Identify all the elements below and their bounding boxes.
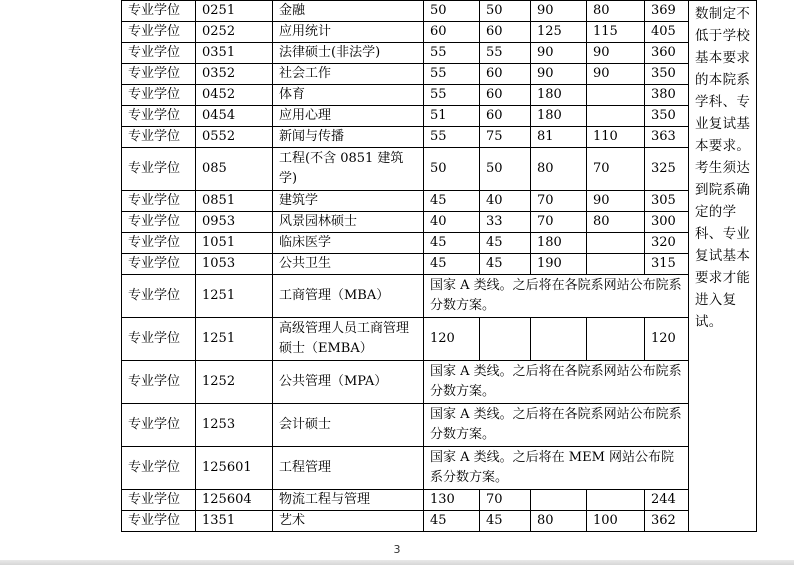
score-subject1-cell: 190 — [531, 254, 587, 275]
table-row — [122, 148, 757, 191]
score-politics-cell: 55 — [424, 64, 480, 85]
major-code-cell: 1251 — [196, 318, 273, 361]
degree-type-cell: 专业学位 — [122, 404, 196, 447]
table-row — [122, 191, 757, 212]
major-code-cell: 0552 — [196, 127, 273, 148]
score-subject2-cell — [587, 490, 645, 511]
major-code-cell: 0953 — [196, 212, 273, 233]
major-name-cell: 体育 — [273, 85, 424, 106]
degree-type-cell: 专业学位 — [122, 148, 196, 191]
score-foreign-language-cell: 70 — [480, 490, 531, 511]
score-foreign-language-cell: 50 — [480, 148, 531, 191]
score-politics-cell: 55 — [424, 85, 480, 106]
degree-type-cell: 专业学位 — [122, 85, 196, 106]
score-politics-cell: 51 — [424, 106, 480, 127]
score-foreign-language-cell: 55 — [480, 43, 531, 64]
page-edge — [0, 560, 794, 565]
score-subject1-cell: 80 — [531, 148, 587, 191]
score-foreign-language-cell: 50 — [480, 1, 531, 22]
score-foreign-language-cell: 60 — [480, 106, 531, 127]
score-total-cell: 405 — [645, 22, 689, 43]
score-subject1-cell: 81 — [531, 127, 587, 148]
score-foreign-language-cell: 45 — [480, 254, 531, 275]
score-subject2-cell — [587, 318, 645, 361]
score-subject1-cell — [531, 318, 587, 361]
score-politics-cell: 45 — [424, 191, 480, 212]
major-name-cell: 工商管理（MBA） — [273, 275, 424, 318]
score-subject1-cell: 180 — [531, 233, 587, 254]
score-total-cell: 120 — [645, 318, 689, 361]
table-row — [122, 275, 757, 318]
degree-type-cell: 专业学位 — [122, 127, 196, 148]
score-subject2-cell: 115 — [587, 22, 645, 43]
score-total-cell: 325 — [645, 148, 689, 191]
score-subject2-cell — [587, 233, 645, 254]
score-subject2-cell: 90 — [587, 43, 645, 64]
major-name-cell: 风景园林硕士 — [273, 212, 424, 233]
table-row — [122, 64, 757, 85]
score-table — [121, 0, 757, 532]
table-row — [122, 43, 757, 64]
score-total-cell: 362 — [645, 511, 689, 532]
score-subject2-cell: 70 — [587, 148, 645, 191]
degree-type-cell: 专业学位 — [122, 254, 196, 275]
table-row — [122, 404, 757, 447]
major-code-cell: 1252 — [196, 361, 273, 404]
score-politics-cell: 60 — [424, 22, 480, 43]
score-subject2-cell — [587, 254, 645, 275]
score-total-cell: 369 — [645, 1, 689, 22]
score-politics-cell: 45 — [424, 254, 480, 275]
major-code-cell: 125604 — [196, 490, 273, 511]
score-foreign-language-cell: 75 — [480, 127, 531, 148]
score-foreign-language-cell: 45 — [480, 511, 531, 532]
table-row — [122, 22, 757, 43]
degree-type-cell: 专业学位 — [122, 275, 196, 318]
major-name-cell: 临床医学 — [273, 233, 424, 254]
score-foreign-language-cell: 60 — [480, 85, 531, 106]
major-code-cell: 1051 — [196, 233, 273, 254]
major-name-cell: 艺术 — [273, 511, 424, 532]
degree-type-cell: 专业学位 — [122, 43, 196, 64]
score-politics-cell: 50 — [424, 148, 480, 191]
merged-note-cell: 国家 A 类线。之后将在各院系网站公布院系分数方案。 — [424, 361, 689, 404]
major-name-cell: 金融 — [273, 1, 424, 22]
major-code-cell: 1053 — [196, 254, 273, 275]
major-code-cell: 1351 — [196, 511, 273, 532]
major-name-cell: 应用心理 — [273, 106, 424, 127]
score-subject1-cell: 180 — [531, 106, 587, 127]
major-code-cell: 085 — [196, 148, 273, 191]
score-foreign-language-cell: 45 — [480, 233, 531, 254]
major-name-cell: 社会工作 — [273, 64, 424, 85]
major-code-cell: 0352 — [196, 64, 273, 85]
table-row — [122, 447, 757, 490]
score-politics-cell: 40 — [424, 212, 480, 233]
score-total-cell: 315 — [645, 254, 689, 275]
score-subject2-cell: 80 — [587, 1, 645, 22]
score-subject1-cell: 70 — [531, 191, 587, 212]
degree-type-cell: 专业学位 — [122, 1, 196, 22]
score-subject1-cell: 70 — [531, 212, 587, 233]
table-row — [122, 511, 757, 532]
major-code-cell: 0351 — [196, 43, 273, 64]
major-name-cell: 物流工程与管理 — [273, 490, 424, 511]
major-name-cell: 公共管理（MPA） — [273, 361, 424, 404]
major-name-cell: 公共卫生 — [273, 254, 424, 275]
major-code-cell: 0454 — [196, 106, 273, 127]
table-row — [122, 1, 757, 22]
score-subject1-cell — [531, 490, 587, 511]
score-foreign-language-cell: 60 — [480, 22, 531, 43]
degree-type-cell: 专业学位 — [122, 106, 196, 127]
score-subject2-cell: 90 — [587, 191, 645, 212]
degree-type-cell: 专业学位 — [122, 22, 196, 43]
score-politics-cell: 55 — [424, 127, 480, 148]
score-total-cell: 363 — [645, 127, 689, 148]
score-subject1-cell: 180 — [531, 85, 587, 106]
table-row — [122, 490, 757, 511]
table-row — [122, 212, 757, 233]
score-subject1-cell: 90 — [531, 64, 587, 85]
score-subject2-cell: 110 — [587, 127, 645, 148]
major-name-cell: 新闻与传播 — [273, 127, 424, 148]
table-row — [122, 106, 757, 127]
score-total-cell: 360 — [645, 43, 689, 64]
table-row — [122, 318, 757, 361]
score-total-cell: 350 — [645, 106, 689, 127]
degree-type-cell: 专业学位 — [122, 361, 196, 404]
table-row — [122, 361, 757, 404]
score-subject1-cell: 80 — [531, 511, 587, 532]
major-name-cell: 高级管理人员工商管理硕士（EMBA） — [273, 318, 424, 361]
major-name-cell: 法律硕士(非法学) — [273, 43, 424, 64]
table-row — [122, 254, 757, 275]
remarks-cell: 数制定不低于学校基本要求的本院系学科、专业复试基本要求。考生须达到院系确定的学科、专业复试基本要求才能进入复试。 — [689, 1, 757, 532]
score-politics-cell: 45 — [424, 233, 480, 254]
major-name-cell: 应用统计 — [273, 22, 424, 43]
major-name-cell: 工程管理 — [273, 447, 424, 490]
score-total-cell: 380 — [645, 85, 689, 106]
table-row — [122, 85, 757, 106]
score-total-cell: 320 — [645, 233, 689, 254]
score-total-cell: 305 — [645, 191, 689, 212]
degree-type-cell: 专业学位 — [122, 233, 196, 254]
table-row — [122, 127, 757, 148]
merged-note-cell: 国家 A 类线。之后将在 MEM 网站公布院系分数方案。 — [424, 447, 689, 490]
score-foreign-language-cell: 33 — [480, 212, 531, 233]
score-foreign-language-cell: 60 — [480, 64, 531, 85]
degree-type-cell: 专业学位 — [122, 191, 196, 212]
major-code-cell: 0252 — [196, 22, 273, 43]
score-foreign-language-cell: 40 — [480, 191, 531, 212]
score-politics-cell: 50 — [424, 1, 480, 22]
merged-note-cell: 国家 A 类线。之后将在各院系网站公布院系分数方案。 — [424, 275, 689, 318]
score-total-cell: 350 — [645, 64, 689, 85]
score-total-cell: 244 — [645, 490, 689, 511]
score-subject1-cell: 90 — [531, 1, 587, 22]
score-subject2-cell: 100 — [587, 511, 645, 532]
score-foreign-language-cell — [480, 318, 531, 361]
score-subject2-cell: 80 — [587, 212, 645, 233]
score-politics-cell: 45 — [424, 511, 480, 532]
score-politics-cell: 55 — [424, 43, 480, 64]
major-name-cell: 会计硕士 — [273, 404, 424, 447]
major-code-cell: 125601 — [196, 447, 273, 490]
major-name-cell: 工程(不含 0851 建筑学) — [273, 148, 424, 191]
major-code-cell: 0851 — [196, 191, 273, 212]
degree-type-cell: 专业学位 — [122, 64, 196, 85]
score-subject1-cell: 125 — [531, 22, 587, 43]
score-subject1-cell: 90 — [531, 43, 587, 64]
score-subject2-cell — [587, 106, 645, 127]
degree-type-cell: 专业学位 — [122, 318, 196, 361]
degree-type-cell: 专业学位 — [122, 511, 196, 532]
degree-type-cell: 专业学位 — [122, 447, 196, 490]
major-code-cell: 1251 — [196, 275, 273, 318]
degree-type-cell: 专业学位 — [122, 490, 196, 511]
major-code-cell: 1253 — [196, 404, 273, 447]
score-politics-cell: 120 — [424, 318, 480, 361]
score-subject2-cell: 90 — [587, 64, 645, 85]
merged-note-cell: 国家 A 类线。之后将在各院系网站公布院系分数方案。 — [424, 404, 689, 447]
major-code-cell: 0452 — [196, 85, 273, 106]
major-name-cell: 建筑学 — [273, 191, 424, 212]
table-row — [122, 233, 757, 254]
major-code-cell: 0251 — [196, 1, 273, 22]
score-subject2-cell — [587, 85, 645, 106]
score-total-cell: 300 — [645, 212, 689, 233]
degree-type-cell: 专业学位 — [122, 212, 196, 233]
page-number: 3 — [393, 543, 401, 556]
score-politics-cell: 130 — [424, 490, 480, 511]
